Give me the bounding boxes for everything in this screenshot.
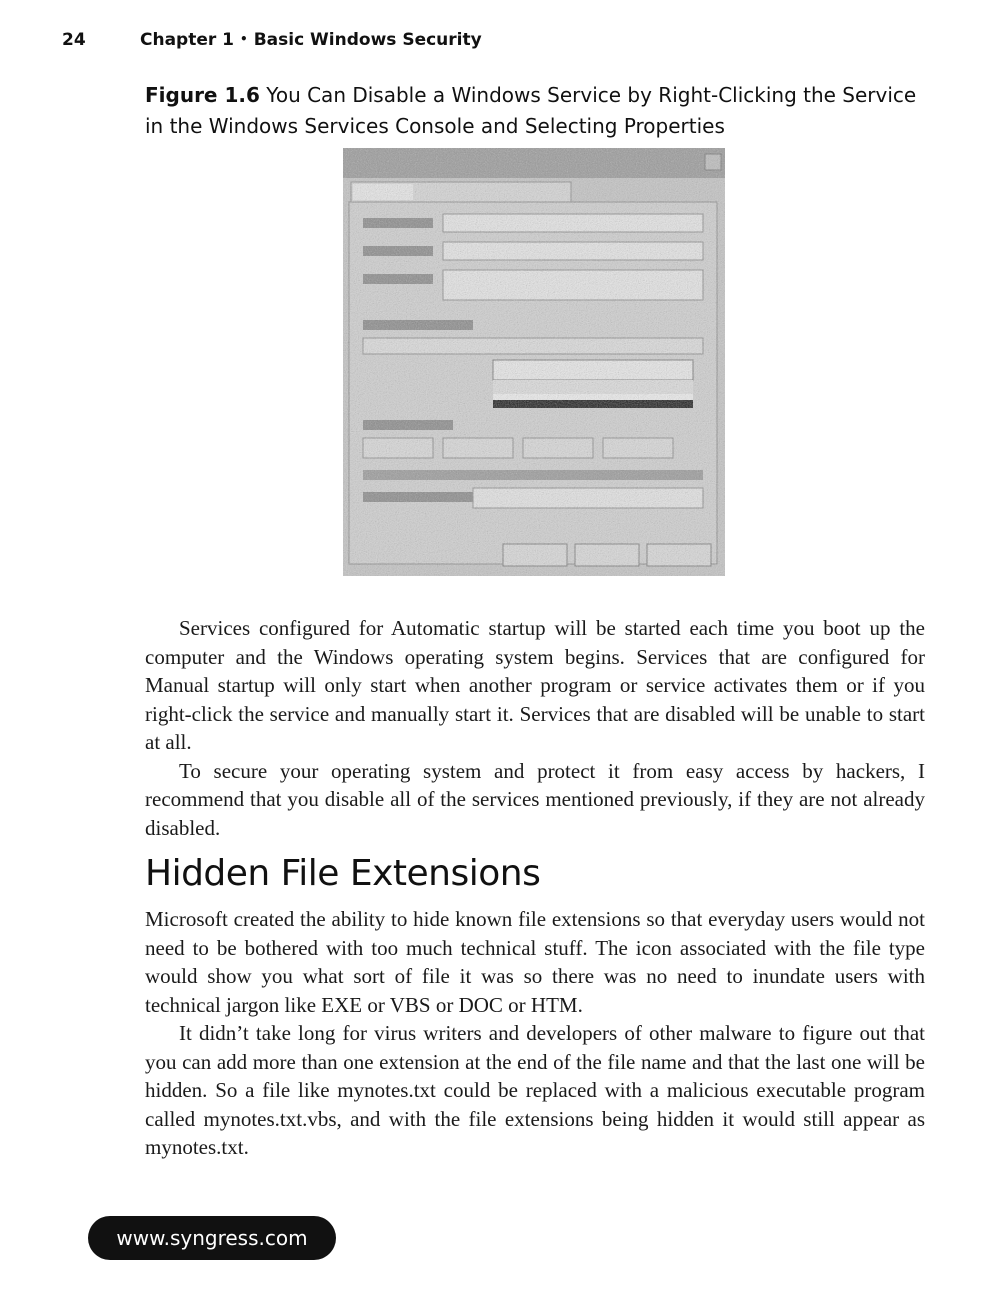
chapter-title: Basic Windows Security bbox=[253, 30, 482, 50]
figure-screenshot bbox=[343, 148, 725, 576]
body-text-after-heading bbox=[145, 905, 925, 1162]
running-head bbox=[62, 30, 482, 50]
figure-caption-text: You Can Disable a Windows Service by Right-Clicking the Service in the Windows Services Console and Selecting Properties bbox=[145, 83, 917, 138]
header-separator: • bbox=[240, 32, 248, 46]
page-number: 24 bbox=[62, 30, 86, 50]
service-properties-dialog-image bbox=[343, 148, 725, 576]
footer-url-badge: www.syngress.com bbox=[88, 1216, 336, 1260]
section-heading: Hidden File Extensions bbox=[145, 853, 541, 894]
body-text-before-heading bbox=[145, 614, 925, 842]
paragraph: To secure your operating system and protect it from easy access by hackers, I recommend that you disable all of the services mentioned previously, if they are not already disabled. bbox=[145, 758, 925, 840]
paragraph: Services configured for Automatic startup will be started each time you boot up the computer and the Windows operating system begins. Services that are configured for Manual startup will only start when another program or service activates them or if you right-click the service and manually start it. Services that are disabled will be unable to start at all. bbox=[145, 616, 925, 754]
figure-label: Figure 1.6 bbox=[145, 83, 260, 107]
paragraph: Microsoft created the ability to hide known file extensions so that everyday users would not need to be bothered with too much technical stuff. The icon associated with the file type would show you what sort of file it was so there was no need to inundate users with technical jargon like EXE or VBS or DOC or HTM. bbox=[145, 907, 925, 1017]
paragraph: It didn’t take long for virus writers and developers of other malware to figure out that you can add more than one extension at the end of the file name and that the last one will be hidden. So a file like mynotes.txt could be replaced with a malicious executable program called mynotes.txt.vbs, and with the file extensions being hidden it would still appear as mynotes.txt. bbox=[145, 1021, 925, 1159]
figure-caption bbox=[145, 80, 925, 142]
chapter-number: Chapter 1 bbox=[140, 30, 235, 50]
